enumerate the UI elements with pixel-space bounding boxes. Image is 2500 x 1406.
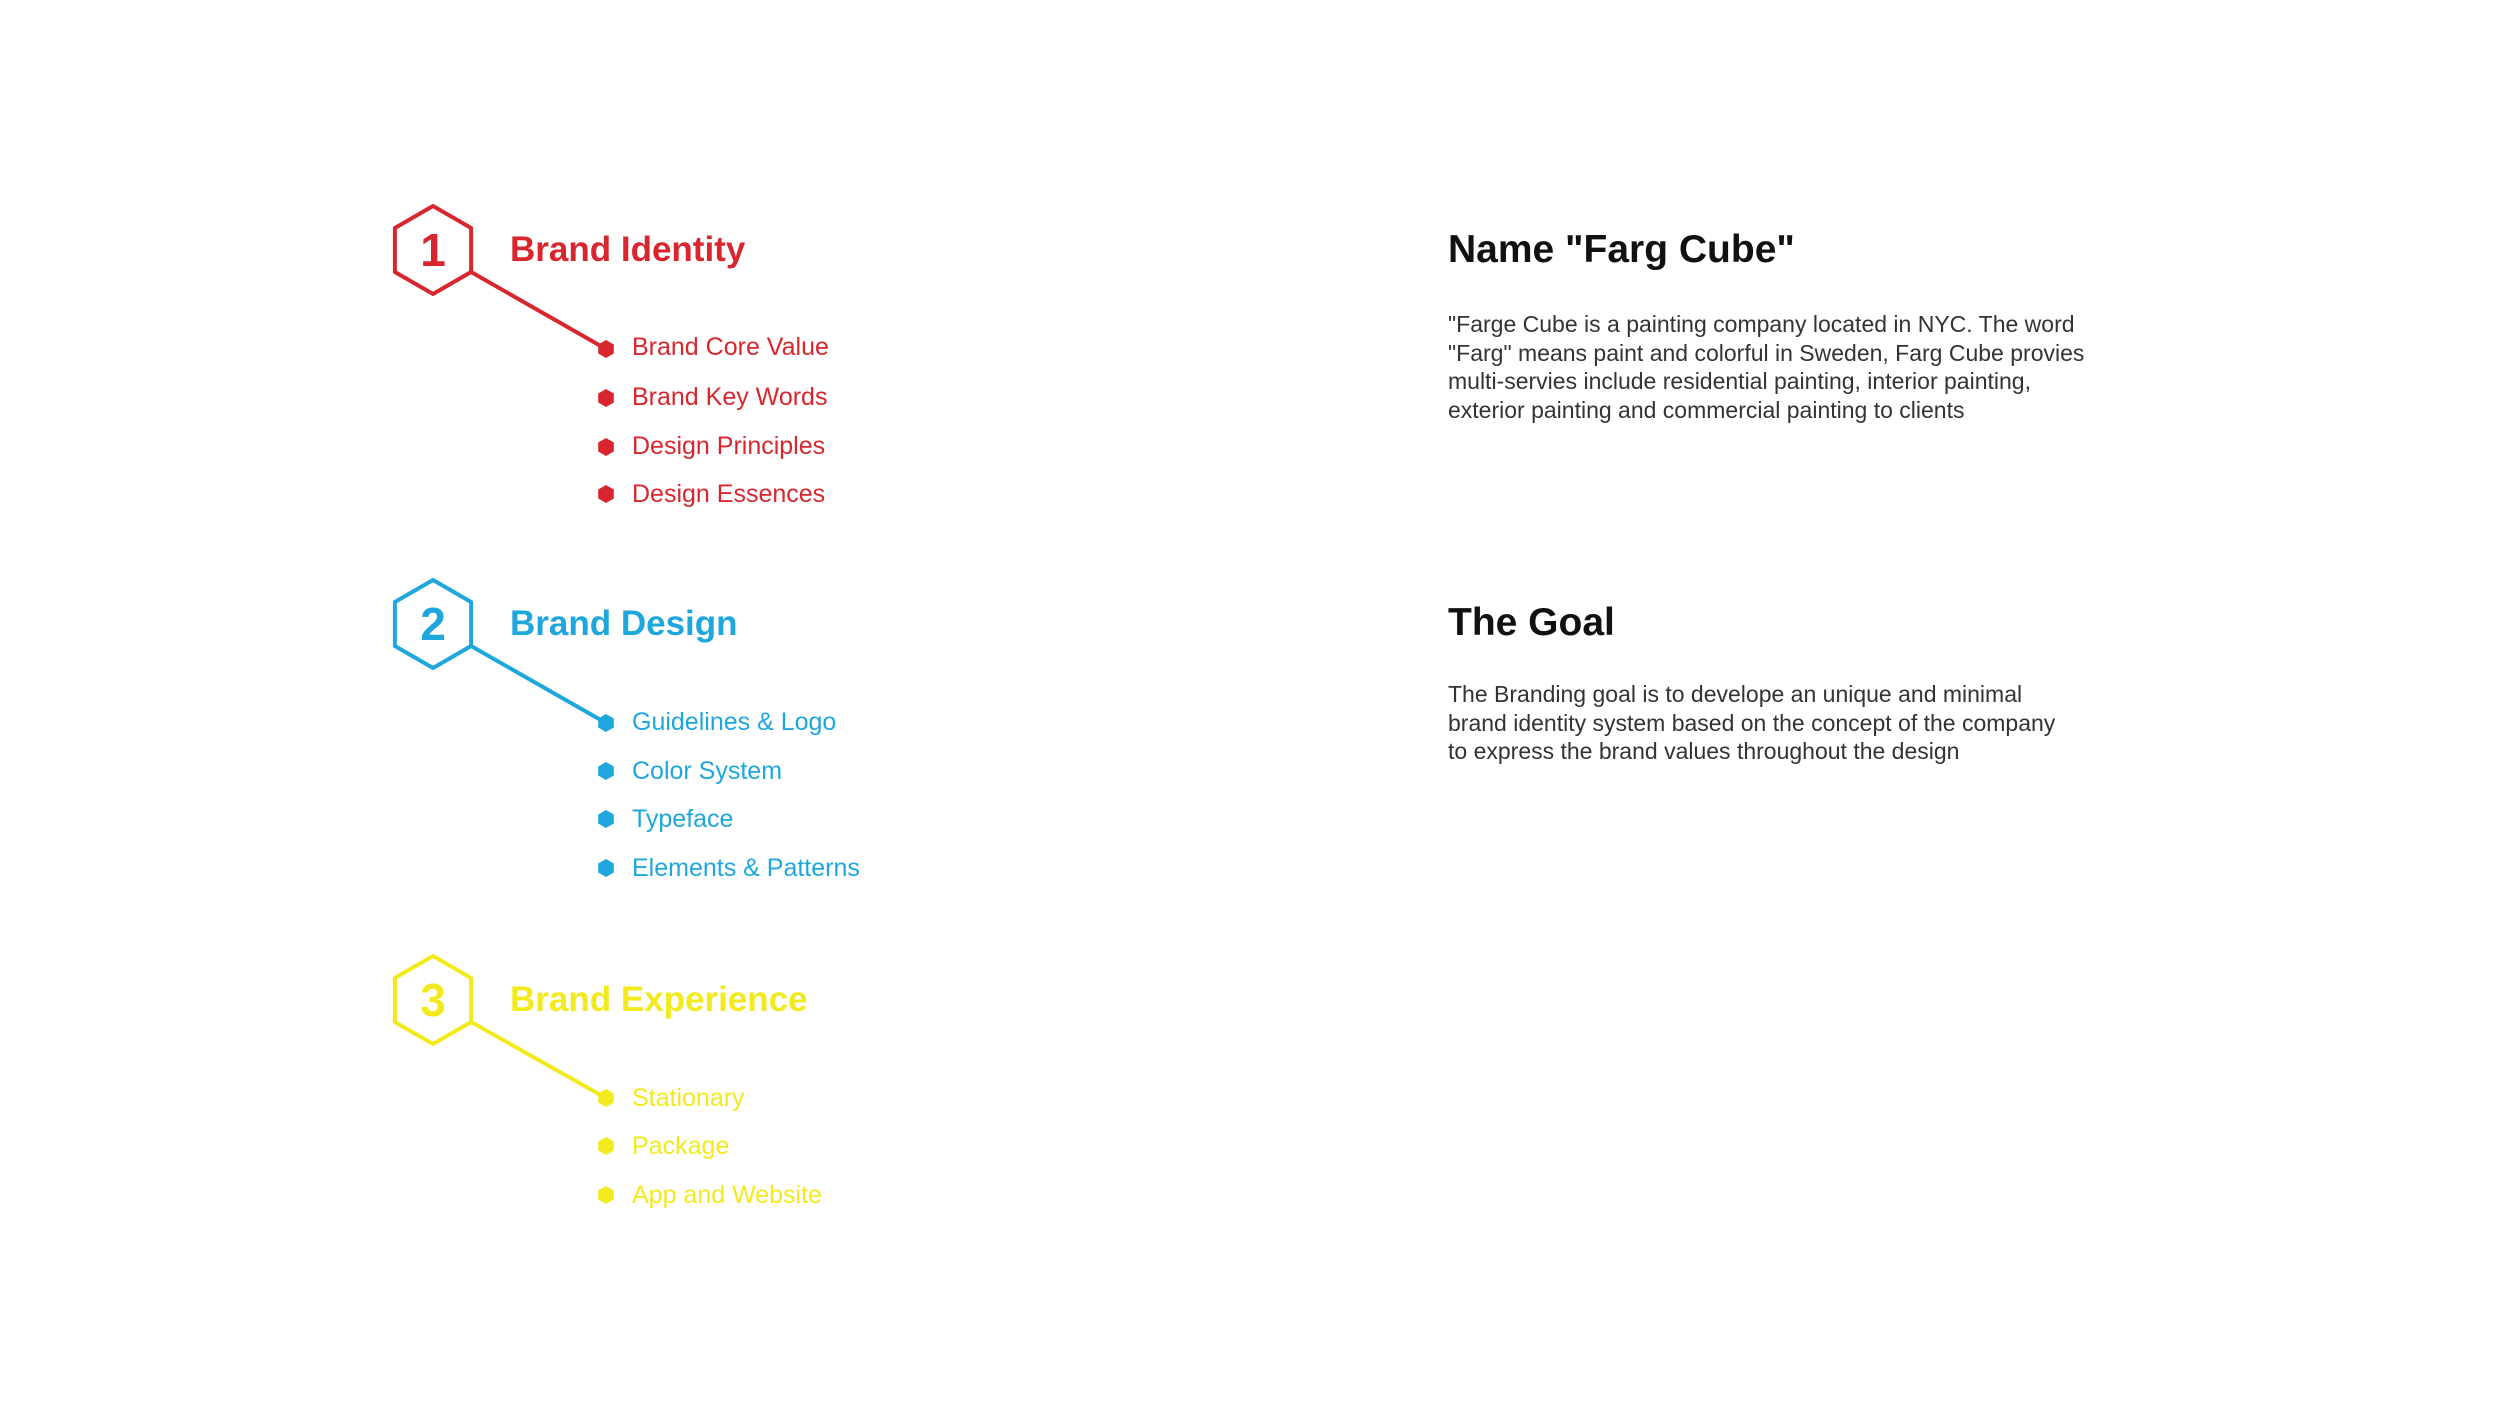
bullet-hexagon-icon [598,762,614,780]
section-number: 1 [420,224,446,276]
branch-line [471,1022,606,1098]
branch-line [471,272,606,349]
goal-description [1448,680,2168,766]
list-item: Stationary [632,1084,745,1112]
list-item: Guidelines & Logo [632,708,837,736]
goal-description-line: to express the brand values throughout the design [1448,738,1960,764]
section-number: 3 [420,974,446,1026]
name-heading: Name "Farg Cube" [1448,228,1795,271]
name-description-line: multi-servies include residential painting, interior painting, [1448,368,2031,394]
list-item: Package [632,1132,730,1160]
name-description-line: exterior painting and commercial painting to clients [1448,396,1965,423]
list-item: Color System [632,757,783,785]
goal-heading: The Goal [1448,601,1615,644]
bullet-hexagon-icon [598,1186,614,1204]
bullet-hexagon-icon [598,859,614,877]
list-item: Typeface [632,805,734,833]
list-item: Design Essences [632,480,826,508]
name-description [1448,310,2168,424]
name-description-line: "Farge Cube is a painting company located in NYC. The word [1448,311,2075,337]
branch-line [471,646,606,723]
bullet-hexagon-icon [598,340,614,358]
bullet-hexagon-icon [598,714,614,732]
section-number: 2 [420,598,446,650]
section-title-brand-experience: Brand Experience [510,980,808,1019]
list-item: Brand Key Words [632,383,828,411]
goal-description-line: The Branding goal is to develope an unique and minimal [1448,681,2023,707]
list-item: Design Principles [632,432,826,460]
bullet-hexagon-icon [598,1137,614,1155]
list-item: Elements & Patterns [632,854,860,882]
name-description-line: "Farg" means paint and colorful in Sweden, Farg Cube provies [1448,339,2085,366]
section-title-brand-design: Brand Design [510,604,738,643]
bullet-hexagon-icon [598,389,614,407]
list-item: Brand Core Value [632,333,829,361]
bullet-hexagon-icon [598,1089,614,1107]
bullet-hexagon-icon [598,438,614,456]
goal-description-line: brand identity system based on the concept of the company [1448,709,2056,736]
list-item: App and Website [632,1181,822,1209]
bullet-hexagon-icon [598,810,614,828]
section-title-brand-identity: Brand Identity [510,230,746,269]
bullet-hexagon-icon [598,485,614,503]
